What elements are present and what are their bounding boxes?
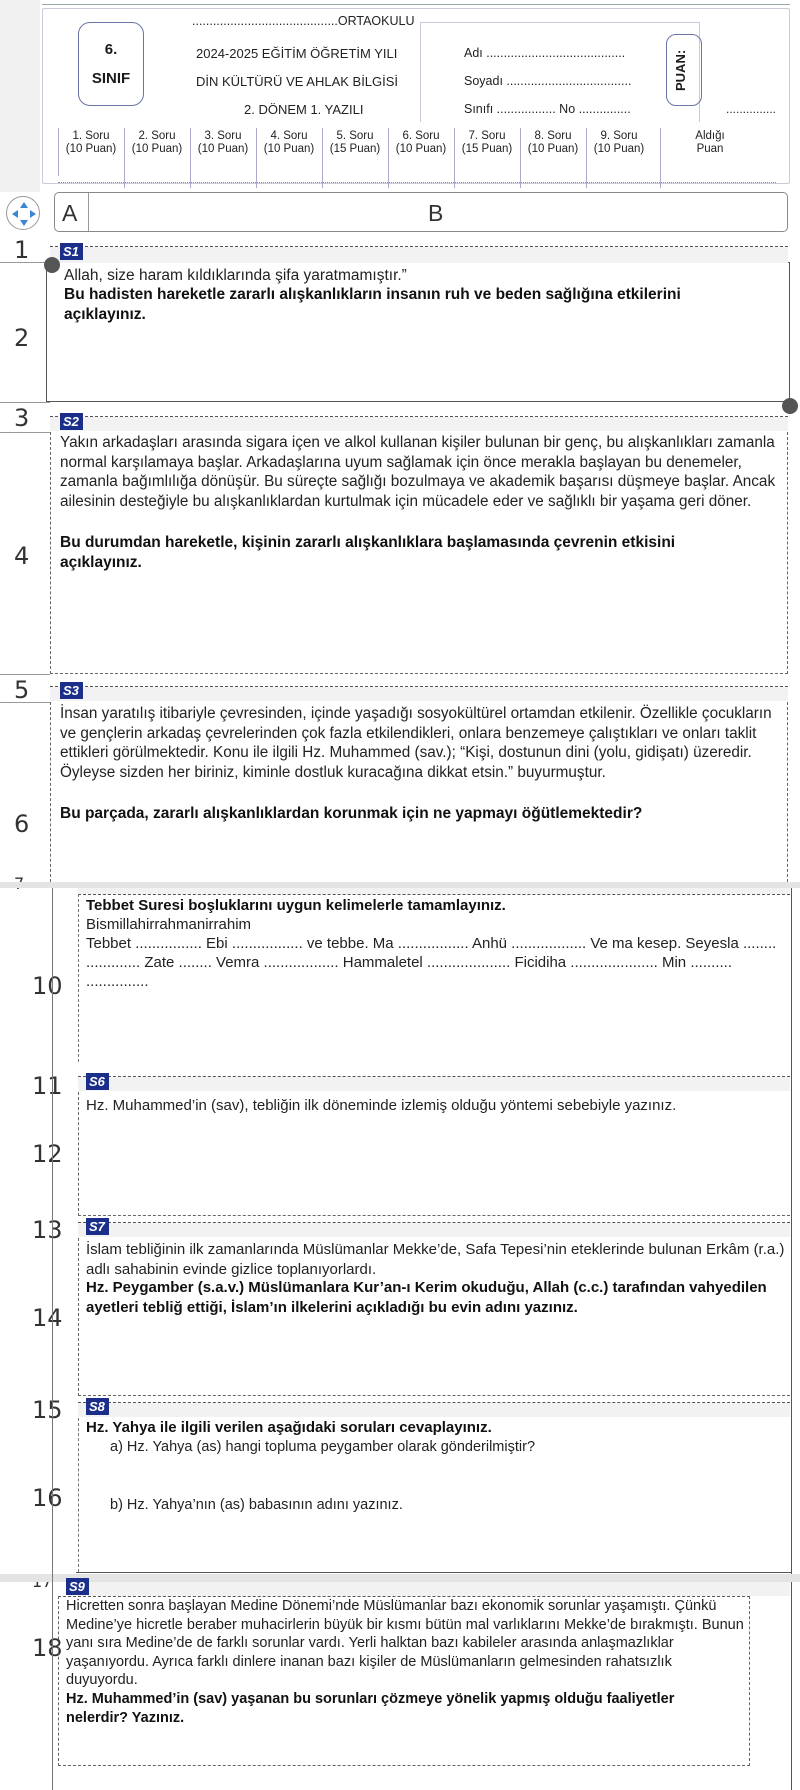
row-sep-3 <box>0 402 50 403</box>
score-cell-question: 9. Soru <box>600 130 638 142</box>
row-number-3: 3 <box>14 404 30 432</box>
row-sep-5 <box>0 674 50 675</box>
score-cell <box>586 130 652 156</box>
s2-selection-handle[interactable] <box>782 398 798 414</box>
row-number-14: 14 <box>32 1304 63 1332</box>
s8-left-dash <box>78 1418 79 1572</box>
s8-part-b: b) Hz. Yahya’nın (as) babasının adını yazınız. <box>110 1497 403 1513</box>
s5-top-dash <box>78 894 790 895</box>
score-cell-points: Puan <box>696 143 724 155</box>
page-break-2 <box>0 1574 800 1582</box>
s8-label: S8 <box>86 1398 109 1415</box>
score-cell-points: (10 Puan) <box>395 143 447 155</box>
score-col-divider <box>256 128 257 188</box>
row-number-10: 10 <box>32 972 63 1000</box>
column-a-label: A <box>62 200 78 226</box>
school-year: 2024-2025 EĞİTİM ÖĞRETİM YILI <box>196 46 398 61</box>
row-number-4: 4 <box>14 542 30 570</box>
score-cell-question: Aldığı <box>695 130 725 142</box>
row-number-5: 5 <box>14 676 30 704</box>
row-number-12: 12 <box>32 1140 63 1168</box>
s5-prompt: Tebbet Suresi boşluklarını uygun kelimelerle tamamlayınız. <box>86 897 506 914</box>
s1-selection-handle[interactable] <box>44 257 60 273</box>
s8-bottom-line <box>76 1572 792 1573</box>
column-header-bar <box>54 192 788 232</box>
score-cell-points: (10 Puan) <box>131 143 183 155</box>
s9-text: Hicretten sonra başlayan Medine Dönemi’nde Müslümanlar bazı ekonomik sorunlar yaşamıştı. Çünkü Medine’ye hicretle beraber muhacirlerin büyük bir kısmı bütün mal varlıklarını Mekke’de bırakmıştı. Bunun yanı sıra Medine’de de farklı sorunlar vardı. Yerli halktan bazı kabileler arasında anlaşmazlıklar yaşanıyordu. Ayrıca farklı dinlere inanan bazı kişiler de Müslümanların gelmesinden rahatsızlık duyuyordu. <box>66 1598 744 1688</box>
score-cell-question: 8. Soru <box>534 130 572 142</box>
grade-number: 6. <box>104 41 118 58</box>
s1-label: S1 <box>60 243 83 260</box>
score-col-divider <box>388 128 389 188</box>
score-box <box>666 34 702 106</box>
row-number-1: 1 <box>14 236 30 264</box>
score-cell <box>388 130 454 156</box>
score-label: PUAN: <box>673 49 688 91</box>
score-cell-question: 1. Soru <box>72 130 110 142</box>
score-cell-question: 6. Soru <box>402 130 440 142</box>
surname-field[interactable]: Soyadı .................................... <box>464 74 632 88</box>
name-field[interactable]: Adı ........................................ <box>464 46 626 60</box>
s1-header-band <box>50 247 788 263</box>
column-a-b-divider <box>88 193 89 231</box>
s6-label: S6 <box>86 1073 109 1090</box>
left-margin <box>0 0 40 192</box>
score-cell-question: 3. Soru <box>204 130 242 142</box>
score-col-divider <box>660 128 661 188</box>
score-cell-points: (15 Puan) <box>329 143 381 155</box>
s1-prompt: Bu hadisten hareketle zararlı alışkanlıkların insanın ruh ve beden sağlığına etkilerini açıklayınız. <box>64 286 681 323</box>
score-cell-question: 7. Soru <box>468 130 506 142</box>
s5-line3[interactable]: ............. Zate ........ Vemra .................. Hammaletel .................... Ficidiha ..................... Min .......... <box>86 954 732 971</box>
row-margin <box>0 232 50 1790</box>
grade-box <box>78 22 144 106</box>
s3-text: İnsan yaratılış itibariyle çevresinden, içinde yaşadığı sosyokültürel ortamdan etkilenir. Özellikle çocukların ve gençlerin arkadaş çevrelerinden çok fazla etkilendikleri, onlara benzemeye çalıştıkları ve onları taklit ettikleri görülmektedir. Konu ile ilgili Hz. Muhammed (sav.); “Kişi, dostunun dini (yolu, gidişatı) üzeredir. Öyleyse sizden her biriniz, kiminle dostluk kuracağına dikkat etsin.” buyurmuştur. <box>60 705 772 781</box>
s8-prompt: Hz. Yahya ile ilgili verilen aşağıdaki soruları cevaplayınız. <box>86 1419 492 1436</box>
s5-header-band <box>78 888 790 894</box>
exam-header <box>0 0 800 192</box>
s7-prompt: Hz. Peygamber (s.a.v.) Müslümanlara Kur’an-ı Kerim okuduğu, Allah (c.c.) tarafından vahyedilen ayetleri tebliğ ettiği, İslam’ın ilkelerini açıkladığı bu evin adını yazınız. <box>86 1279 767 1316</box>
score-cell-points: (10 Puan) <box>197 143 249 155</box>
s6-header-band <box>78 1077 790 1091</box>
s9-prompt: Hz. Muhammed’in (sav) yaşanan bu sorunları çözmeye yönelik yapmış olduğu faaliyetler nelerdir? Yazınız. <box>66 1691 675 1726</box>
score-cell-question: 5. Soru <box>336 130 374 142</box>
score-col-divider <box>586 128 587 188</box>
header-top-line <box>42 4 790 5</box>
s5-line4[interactable]: ............... <box>86 973 149 990</box>
row-sep-3b <box>0 432 50 433</box>
s2-prompt: Bu durumdan hareketle, kişinin zararlı alışkanlıklara başlamasında çevrenin etkisini açıklayınız. <box>60 534 676 571</box>
s3-prompt: Bu parçada, zararlı alışkanlıklardan korunmak için ne yapmayı öğütlemektedir? <box>60 805 643 822</box>
s7-header-band <box>78 1223 790 1237</box>
row-number-6: 6 <box>14 810 30 838</box>
score-cell <box>520 130 586 156</box>
score-col-divider <box>322 128 323 188</box>
s1-text: Allah, size haram kıldıklarında şifa yaratmamıştır.” <box>64 267 407 284</box>
score-cell <box>660 130 760 156</box>
score-col-divider <box>454 128 455 188</box>
s3-header-band <box>50 687 788 701</box>
row-number-18: 18 <box>32 1634 63 1662</box>
s5-line1: Bismillahirrahmanirrahim <box>86 916 252 933</box>
row-number-13: 13 <box>32 1216 63 1244</box>
score-table-blanks <box>58 182 776 188</box>
move-handle-icon[interactable] <box>6 196 40 230</box>
row-sep-1 <box>0 262 50 263</box>
score-col-divider <box>124 128 125 188</box>
score-cell-points: (10 Puan) <box>527 143 579 155</box>
score-cell-question: 4. Soru <box>270 130 308 142</box>
s6-prompt: Hz. Muhammed’in (sav), tebliğin ilk döneminde izlemiş olduğu yöntemi sebebiyle yazınız. <box>86 1097 677 1114</box>
score-cell <box>190 130 256 156</box>
score-cell-points: (10 Puan) <box>65 143 117 155</box>
s2-header-band <box>50 417 788 431</box>
score-cell-points: (10 Puan) <box>593 143 645 155</box>
row-number-15: 15 <box>32 1396 63 1424</box>
score-cell <box>322 130 388 156</box>
subject-title: DİN KÜLTÜRÜ VE AHLAK BİLGİSİ <box>196 74 399 89</box>
s9-label: S9 <box>66 1578 89 1595</box>
s7-label: S7 <box>86 1218 109 1235</box>
s5-left-dash <box>78 894 79 1062</box>
score-cell <box>124 130 190 156</box>
s7-text: İslam tebliğinin ilk zamanlarında Müslümanlar Mekke’de, Safa Tepesi’nin eteklerinde bulunan Erkâm (r.a.) adlı sahabinin evinde gizlice toplanıyorlardı. <box>86 1241 785 1278</box>
s3-label: S3 <box>60 682 83 699</box>
row-number-16: 16 <box>32 1484 63 1512</box>
class-field[interactable]: Sınıfı ................. No ............... <box>464 102 631 116</box>
score-blank[interactable]: ............... <box>726 102 777 116</box>
school-name: ..........................................ORTAOKULU <box>192 14 415 28</box>
s8-part-a: a) Hz. Yahya (as) hangi topluma peygamber olarak gönderilmiştir? <box>110 1439 536 1455</box>
score-cell <box>58 130 124 156</box>
s5-line2[interactable]: Tebbet ................ Ebi ................. ve tebbe. Ma ................. Anhü .................. Ve ma kesep. Seyesla ........ <box>86 935 777 952</box>
column-b-label: B <box>428 200 444 226</box>
grade-label: SINIF <box>91 70 131 87</box>
score-cell <box>454 130 520 156</box>
s2-text: Yakın arkadaşları arasında sigara içen ve alkol kullanan kişiler bulunan bir genç, bu alışkanlıkları zamanla normal karşılamaya başlar. Arkadaşlarına uyum sağlamak için önce merakla başlayan bu denemeler, zamanla bağımlılığa dönüşür. Bu süreçte sağlığı bozulmaya ve akademik başarısı düşmeye başlar. Ancak ailesinin desteğiyle bu alışkanlıklardan kurtulmak için mücadele eder ve sağlıklı bir yaşama geri döner. <box>60 434 776 510</box>
score-cell <box>256 130 322 156</box>
score-col-divider <box>520 128 521 188</box>
row-sep-5b <box>0 702 50 703</box>
lower-left-line <box>52 888 53 1790</box>
row-number-2: 2 <box>14 324 30 352</box>
s9-header-band <box>78 1582 790 1596</box>
score-cell-question: 2. Soru <box>138 130 176 142</box>
s8-header-band <box>78 1403 790 1417</box>
score-col-divider <box>190 128 191 188</box>
score-cell-points: (10 Puan) <box>263 143 315 155</box>
exam-title: 2. DÖNEM 1. YAZILI <box>244 102 364 117</box>
s2-label: S2 <box>60 413 83 430</box>
row-number-11: 11 <box>32 1072 63 1100</box>
score-cell-points: (15 Puan) <box>461 143 513 155</box>
